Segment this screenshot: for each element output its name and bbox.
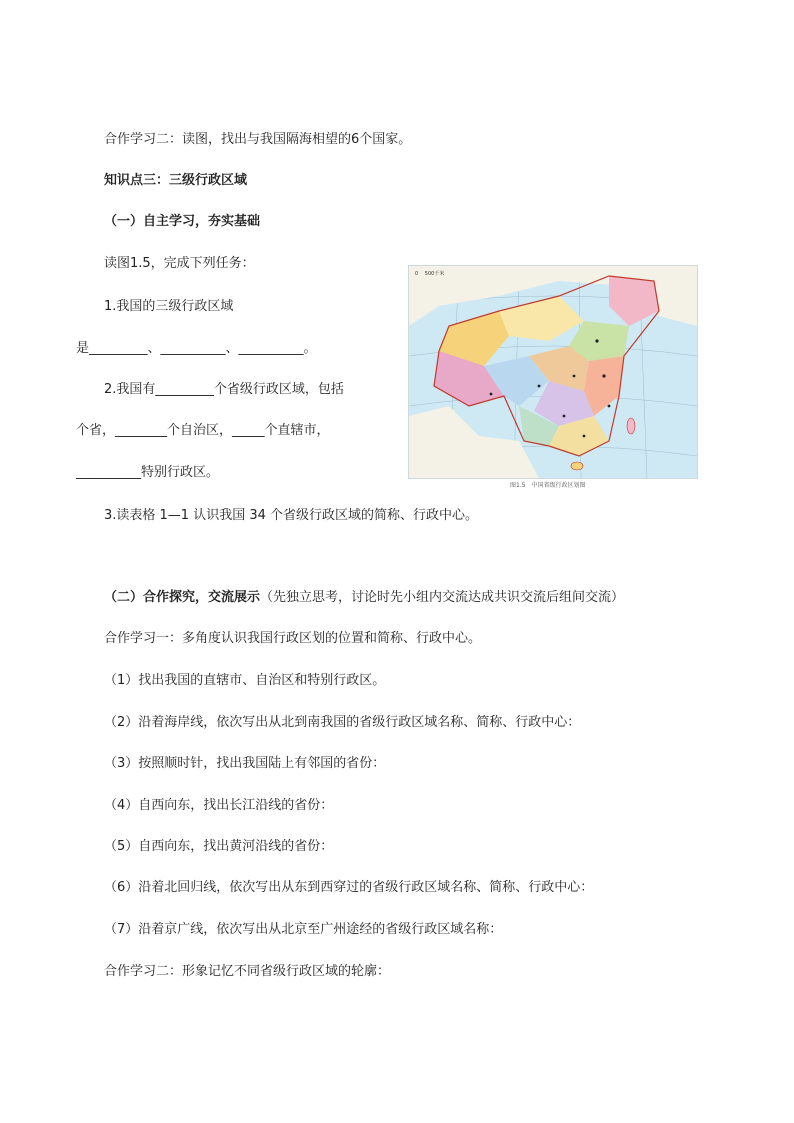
coop-section-title: （二）合作探究，交流展示 [104,590,261,605]
coop-one-line: 合作学习一：多角度认识我国行政区划的位置和简称、行政中心。 [104,631,482,646]
coop-item-5: （5）自西向东，找出黄河沿线的省份： [104,839,334,854]
china-province-map [408,265,698,479]
coop-section-heading [104,589,624,607]
question-2-line-2: 个省，________个自治区，_____个直辖市， [76,423,330,438]
coop-item-3: （3）按照顺时针，找出我国陆上有邻国的省份： [104,756,386,771]
coop-item-6: （6）沿着北回归线，依次写出从东到西穿过的省级行政区域名称、简称、行政中心： [104,880,594,895]
line-coop-two-a: 合作学习二：读图，找出与我国隔海相望的6个国家。 [104,132,412,147]
self-study-heading: （一）自主学习，夯实基础 [104,214,261,229]
question-1-line-1: 1.我国的三级行政区域 [104,299,234,314]
knowledge-point-heading: 知识点三：三级行政区域 [104,173,248,188]
map-caption: 图1.5 中国省级行政区划图 [510,482,586,489]
coop-two-b-line: 合作学习二：形象记忆不同省级行政区域的轮廓： [104,964,391,979]
coop-item-2: （2）沿着海岸线，依次写出从北到南我国的省级行政区域名称、简称、行政中心： [104,715,581,730]
question-2-line-1: 2.我国有_________个省级行政区域，包括 [104,382,344,397]
map-scale-bar: 0 500千米 [415,271,445,277]
question-2-line-3: __________特别行政区。 [76,465,220,480]
question-1-line-2: 是_________、__________、__________。 [76,341,317,356]
coop-item-1: （1）找出我国的直辖市、自治区和特别行政区。 [104,673,386,688]
map-illustration [409,266,697,478]
coop-item-4: （4）自西向东，找出长江沿线的省份： [104,798,334,813]
question-3: 3.读表格 1—1 认识我国 34 个省级行政区域的简称、行政中心。 [104,508,479,523]
coop-item-7: （7）沿着京广线，依次写出从北京至广州途经的省级行政区域名称： [104,922,503,937]
coop-section-note: （先独立思考，讨论时先小组内交流达成共识交流后组间交流） [260,590,625,605]
read-map-instruction: 读图1.5，完成下列任务： [104,256,255,271]
